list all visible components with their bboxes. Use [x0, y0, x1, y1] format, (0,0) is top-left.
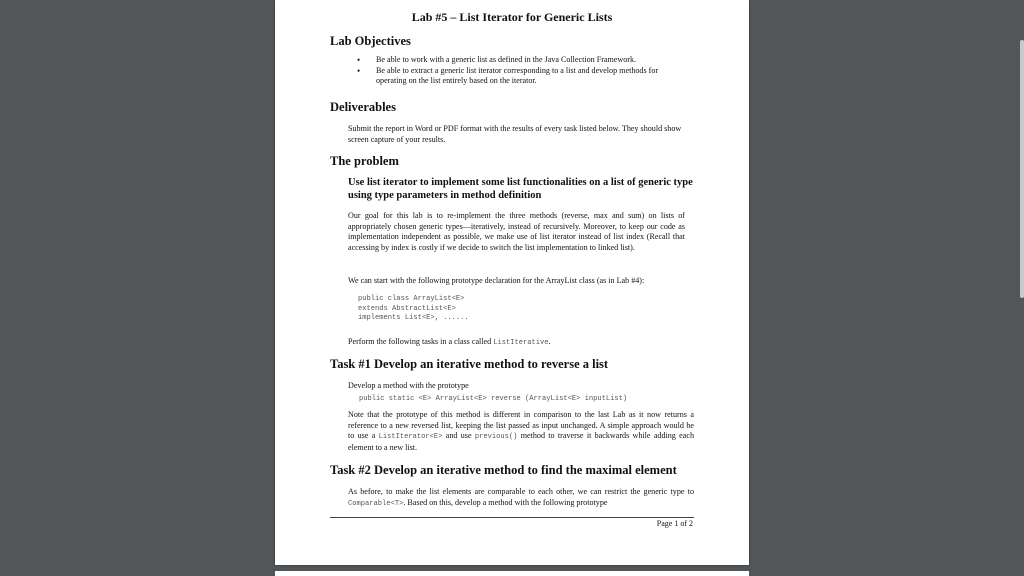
- code-block: [358, 295, 469, 324]
- problem-heading: The problem: [330, 154, 399, 168]
- vertical-scrollbar[interactable]: [1020, 40, 1024, 298]
- task1-intro: Develop a method with the prototype: [348, 381, 469, 390]
- code-line: public class ArrayList<E>: [358, 295, 465, 303]
- task1-note: Note that the prototype of this method is different in comparison to the last Lab as it now returns a reference to a new reversed list, keeping the list passed as input unchanged. A simple approach would be to use a ListIterator<E> and use previous() method to traverse it backwards while adding each element to a new list.: [348, 410, 694, 452]
- next-page-edge: [275, 571, 749, 576]
- code-line: implements List<E>, ......: [358, 314, 469, 322]
- problem-paragraph: Our goal for this lab is to re-implement the three methods (reverse, max and sum) on lists of appropriately chosen generic types—iteratively, instead of recursively. Moreover, to keep our code as implementation independent as possible, we make use of list iterator instead of list index (Recall that accessing by index is costly if we decide to switch the list implementation to linked list).: [348, 211, 685, 252]
- objectives-heading: Lab Objectives: [330, 34, 411, 48]
- deliverables-heading: Deliverables: [330, 100, 396, 114]
- task1-heading: Task #1 Develop an iterative method to reverse a list: [330, 357, 609, 371]
- list-item: • Be able to work with a generic list as defined in the Java Collection Framework.: [357, 55, 687, 66]
- objectives-list: [357, 55, 687, 87]
- footer-rule: [330, 517, 694, 518]
- page-number: Page 1 of 2: [656, 519, 693, 528]
- deliverables-text: Submit the report in Word or PDF format with the results of every task listed below. They should show screen capture of your results.: [348, 124, 682, 144]
- document-title: Lab #5 – List Iterator for Generic Lists: [411, 10, 613, 24]
- task2-heading: Task #2 Develop an iterative method to find the maximal element: [330, 463, 677, 477]
- list-item: • Be able to extract a generic list iterator corresponding to a list and develop methods for operating on the list entirely based on the iterator.: [357, 66, 687, 87]
- document-page: [275, 0, 749, 565]
- problem-subheading: Use list iterator to implement some list functionalities on a list of generic type using type parameters in method definition: [348, 177, 693, 201]
- prototype-intro: We can start with the following prototype declaration for the ArrayList class (as in Lab #4):: [348, 276, 645, 285]
- task1-prototype: public static <E> ArrayList<E> reverse (ArrayList<E> inputList): [359, 395, 628, 403]
- code-line: extends AbstractList<E>: [358, 304, 456, 313]
- task2-text: As before, to make the list elements are comparable to each other, we can restrict the generic type to Comparable<T>. Based on this, develop a method with the following prototype: [348, 487, 694, 508]
- perform-text: Perform the following tasks in a class called ListIterative.: [348, 337, 551, 347]
